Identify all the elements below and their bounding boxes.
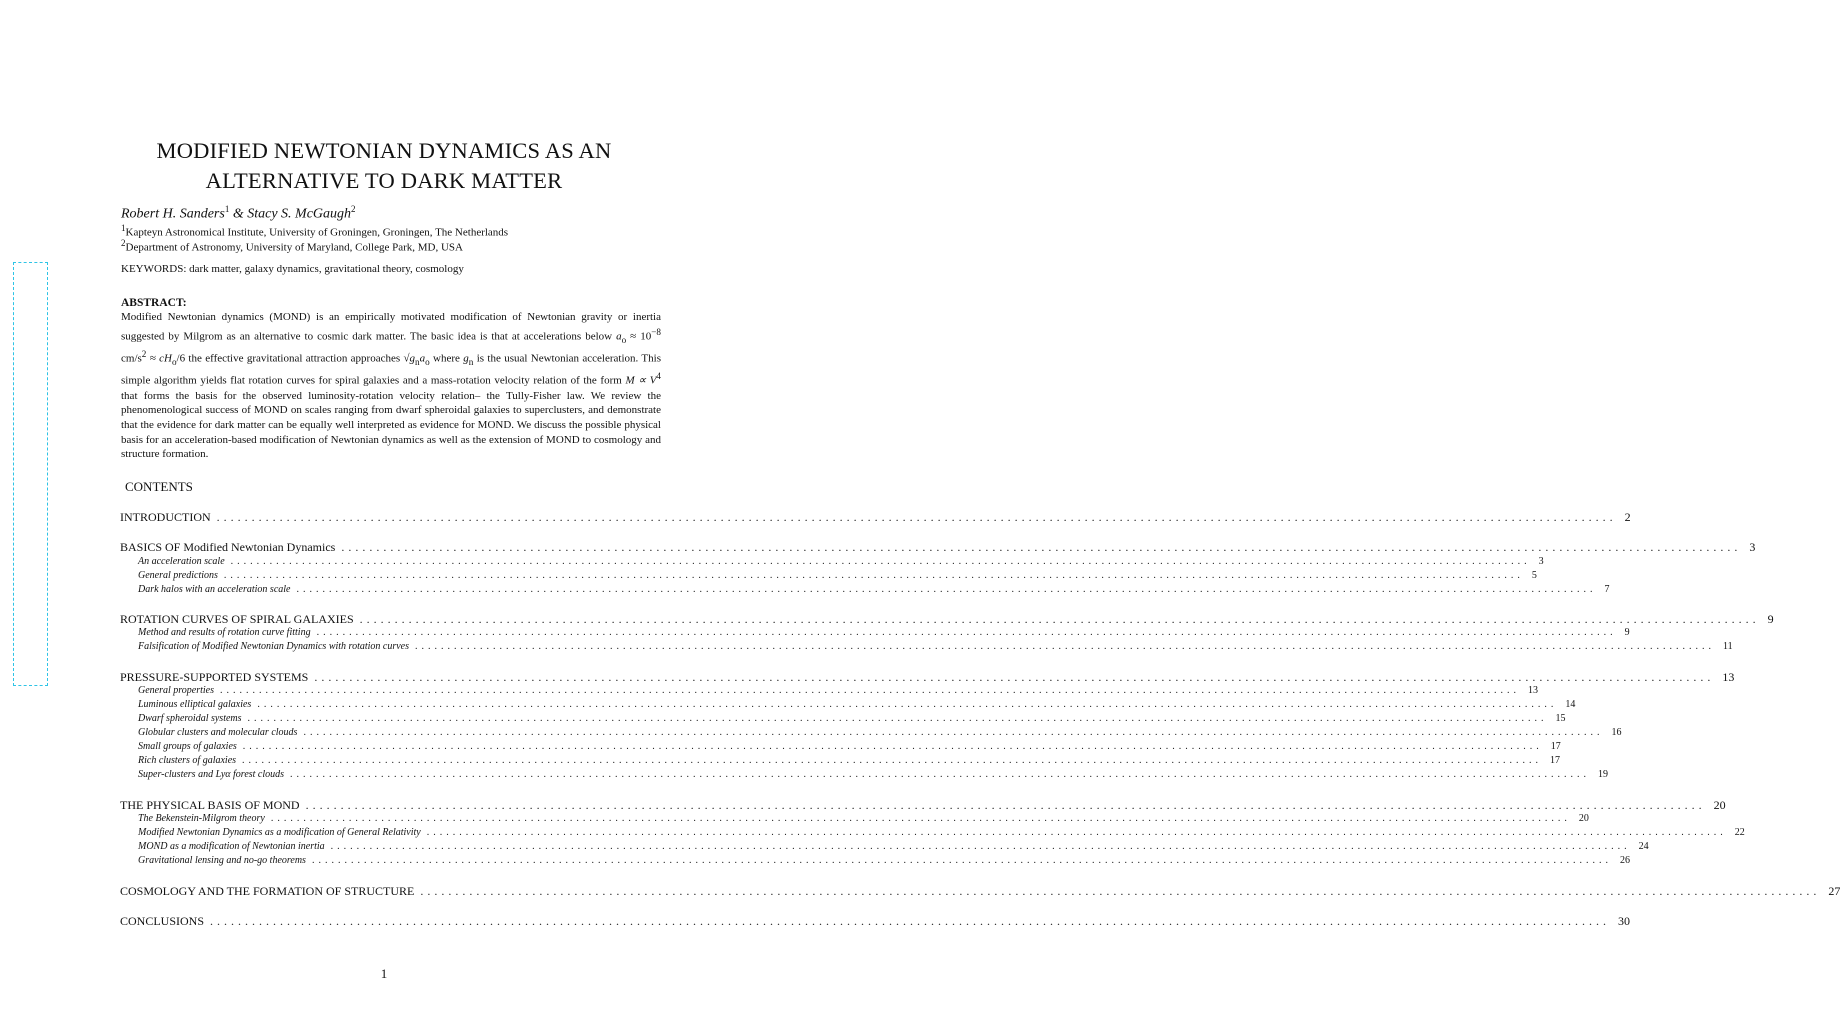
toc-leader: ........................................................................................................................................................................................................ bbox=[270, 813, 1571, 824]
math-sub: o bbox=[425, 356, 430, 367]
toc-label: ROTATION CURVES OF SPIRAL GALAXIES bbox=[120, 612, 354, 626]
toc-page: 13 bbox=[1722, 670, 1735, 684]
paper-title bbox=[0, 136, 768, 196]
toc-page: 27 bbox=[1828, 884, 1840, 898]
toc-label: Globular clusters and molecular clouds bbox=[138, 727, 298, 738]
toc-page: 14 bbox=[1565, 699, 1576, 710]
author-1-mark: 1 bbox=[224, 204, 230, 214]
toc-label: COSMOLOGY AND THE FORMATION OF STRUCTURE bbox=[120, 884, 415, 898]
math-g: g bbox=[463, 352, 469, 365]
toc-leader: ........................................................................................................................................................................................................ bbox=[305, 798, 1706, 812]
toc-entry[interactable] bbox=[120, 884, 1840, 899]
toc-page: 3 bbox=[1749, 540, 1756, 554]
math: cm/s bbox=[121, 352, 142, 365]
toc-label: INTRODUCTION bbox=[120, 510, 211, 524]
author-separator: & bbox=[229, 206, 248, 222]
toc-subentry[interactable] bbox=[138, 841, 1649, 852]
toc-leader: ........................................................................................................................................................................................................ bbox=[290, 769, 1591, 780]
math-sub: o bbox=[171, 356, 177, 367]
toc-leader: ........................................................................................................................................................................................................ bbox=[314, 670, 1715, 684]
toc-entry[interactable] bbox=[120, 914, 1631, 929]
toc-page: 9 bbox=[1624, 627, 1630, 638]
author-2-mark: 2 bbox=[351, 204, 356, 214]
toc-page: 30 bbox=[1618, 914, 1631, 928]
toc-label: General predictions bbox=[138, 570, 218, 581]
toc-leader: ........................................................................................................................................................................................................ bbox=[415, 641, 1715, 652]
toc-label: Small groups of galaxies bbox=[138, 741, 237, 752]
toc-leader: ........................................................................................................................................................................................................ bbox=[220, 685, 1521, 696]
toc-page: 3 bbox=[1538, 556, 1544, 567]
toc-subentry[interactable] bbox=[138, 855, 1630, 866]
math-sup: 2 bbox=[141, 349, 147, 360]
toc-subentry[interactable] bbox=[138, 584, 1610, 595]
toc-label: Gravitational lensing and no-go theorems bbox=[138, 855, 306, 866]
math-sub: n bbox=[415, 356, 420, 367]
math: a bbox=[419, 352, 426, 365]
math-sub: o bbox=[621, 334, 627, 345]
toc-label: Super-clusters and Lyα forest clouds bbox=[138, 769, 285, 780]
toc-leader: ........................................................................................................................................................................................................ bbox=[216, 510, 1617, 524]
toc-subentry[interactable] bbox=[138, 827, 1745, 838]
toc-subentry[interactable] bbox=[138, 570, 1537, 581]
toc-page: 24 bbox=[1638, 841, 1649, 852]
toc-page: 17 bbox=[1550, 741, 1561, 752]
math: ≈ cH bbox=[146, 352, 172, 365]
toc-label: THE PHYSICAL BASIS OF MOND bbox=[120, 798, 300, 812]
toc-page: 5 bbox=[1531, 570, 1537, 581]
abstract-heading: ABSTRACT: bbox=[121, 297, 187, 309]
toc-page: 2 bbox=[1624, 510, 1631, 524]
toc-leader: ........................................................................................................................................................................................................ bbox=[242, 741, 1543, 752]
contents-heading: CONTENTS bbox=[125, 479, 193, 494]
toc-subentry[interactable] bbox=[138, 556, 1544, 567]
affiliation-text: Department of Astronomy, University of Maryland, College Park, MD, USA bbox=[125, 241, 463, 254]
toc-label: MOND as a modification of Newtonian inertia bbox=[138, 841, 325, 852]
affiliation-2 bbox=[121, 238, 463, 254]
toc-page: 20 bbox=[1578, 813, 1589, 824]
affiliation-1 bbox=[121, 223, 508, 239]
math-sub: n bbox=[468, 356, 474, 367]
toc-entry[interactable] bbox=[120, 670, 1735, 685]
toc-page: 13 bbox=[1528, 685, 1539, 696]
toc-label: Luminous elliptical galaxies bbox=[138, 699, 252, 710]
toc-leader: ........................................................................................................................................................................................................ bbox=[426, 827, 1727, 838]
toc-leader: ........................................................................................................................................................................................................ bbox=[420, 884, 1821, 898]
math-sup: 4 bbox=[656, 371, 661, 382]
toc-leader: ........................................................................................................................................................................................................ bbox=[257, 699, 1558, 710]
toc-page: 16 bbox=[1611, 727, 1622, 738]
toc-subentry[interactable] bbox=[138, 769, 1609, 780]
toc-page: 26 bbox=[1619, 855, 1630, 866]
abstract-body bbox=[121, 310, 661, 462]
toc-subentry[interactable] bbox=[138, 699, 1576, 710]
toc-label: BASICS OF Modified Newtonian Dynamics bbox=[120, 540, 336, 554]
authors bbox=[121, 204, 356, 223]
toc-leader: ........................................................................................................................................................................................................ bbox=[316, 627, 1617, 638]
toc-leader: ........................................................................................................................................................................................................ bbox=[330, 841, 1631, 852]
toc-label: The Bekenstein-Milgrom theory bbox=[138, 813, 265, 824]
math-sqrt: √g bbox=[403, 352, 416, 365]
math-a: a bbox=[616, 330, 622, 343]
author-2: Stacy S. McGaugh bbox=[247, 206, 352, 222]
abstract-text: that forms the basis for the observed luminosity-rotation velocity relation– the Tully-Fisher law. We review the phenomenological success of MOND on scales ranging from dwarf spheroidal galaxies to superclusters, and demonstrate that the evidence for dark matter can be equally well interpreted as evidence for MOND. We discuss the possible physical basis for an acceleration-based modification of Newtonian dynamics as well as the extension of MOND to cosmology and structure formation. bbox=[121, 389, 661, 461]
toc-leader: ........................................................................................................................................................................................................ bbox=[242, 755, 1543, 766]
title-line-1: MODIFIED NEWTONIAN DYNAMICS AS AN bbox=[156, 138, 612, 163]
toc-entry[interactable] bbox=[120, 612, 1774, 627]
toc-entry[interactable] bbox=[120, 540, 1756, 555]
toc-subentry[interactable] bbox=[138, 713, 1566, 724]
affiliation-mark: 1 bbox=[121, 223, 126, 233]
toc-label: Dark halos with an acceleration scale bbox=[138, 584, 291, 595]
toc-subentry[interactable] bbox=[138, 685, 1539, 696]
toc-entry[interactable] bbox=[120, 798, 1726, 813]
toc-subentry[interactable] bbox=[138, 641, 1733, 652]
toc-label: An acceleration scale bbox=[138, 556, 225, 567]
affiliation-mark: 2 bbox=[121, 238, 126, 248]
toc-page: 7 bbox=[1604, 584, 1610, 595]
toc-label: PRESSURE-SUPPORTED SYSTEMS bbox=[120, 670, 309, 684]
toc-label: CONCLUSIONS bbox=[120, 914, 205, 928]
toc-leader: ........................................................................................................................................................................................................ bbox=[210, 914, 1611, 928]
abstract-text: where bbox=[429, 352, 464, 365]
toc-entry[interactable] bbox=[120, 510, 1631, 525]
toc-subentry[interactable] bbox=[138, 741, 1561, 752]
toc-label: Rich clusters of galaxies bbox=[138, 755, 237, 766]
toc-page: 11 bbox=[1723, 641, 1733, 652]
toc-leader: ........................................................................................................................................................................................................ bbox=[247, 713, 1548, 724]
title-line-2: ALTERNATIVE TO DARK MATTER bbox=[205, 168, 563, 193]
toc-label: Dwarf spheroidal systems bbox=[138, 713, 242, 724]
math-mv: M ∝ V bbox=[625, 375, 657, 388]
toc-subentry[interactable] bbox=[138, 813, 1589, 824]
toc-subentry[interactable] bbox=[138, 627, 1630, 638]
selection-frame bbox=[13, 262, 48, 686]
toc-leader: ........................................................................................................................................................................................................ bbox=[359, 612, 1760, 626]
toc-label: Falsification of Modified Newtonian Dynamics with rotation curves bbox=[138, 641, 409, 652]
toc-page: 22 bbox=[1734, 827, 1745, 838]
toc-page: 15 bbox=[1555, 713, 1566, 724]
toc-label: Modified Newtonian Dynamics as a modification of General Relativity bbox=[138, 827, 421, 838]
abstract-text: Modified Newtonian dynamics (MOND) is an empirically motivated modification of Newtonian gravity or inertia suggested by Milgrom as an alternative to cosmic dark matter. The basic idea is that at accelerations below bbox=[121, 311, 661, 343]
toc-leader: ........................................................................................................................................................................................................ bbox=[223, 570, 1524, 581]
toc-leader: ........................................................................................................................................................................................................ bbox=[230, 556, 1531, 567]
math-sup: −8 bbox=[651, 326, 661, 337]
abstract-text: is the usual Newtonian acceleration. This simple algorithm yields flat rotation curves for spiral galaxies and a mass-rotation velocity relation of the form bbox=[121, 352, 661, 388]
toc-label: General properties bbox=[138, 685, 215, 696]
toc-leader: ........................................................................................................................................................................................................ bbox=[341, 540, 1742, 554]
toc-label: Method and results of rotation curve fitting bbox=[138, 627, 311, 638]
math: ≈ 10 bbox=[626, 330, 652, 343]
affiliation-text: Kapteyn Astronomical Institute, University of Groningen, Groningen, The Netherlands bbox=[125, 226, 509, 239]
keywords: KEYWORDS: dark matter, galaxy dynamics, gravitational theory, cosmology bbox=[121, 263, 464, 275]
toc-page: 17 bbox=[1550, 755, 1561, 766]
toc-page: 19 bbox=[1598, 769, 1609, 780]
author-1: Robert H. Sanders bbox=[121, 206, 225, 222]
toc-subentry[interactable] bbox=[138, 727, 1622, 738]
abstract-text: /6 the effective gravitational attraction approaches bbox=[176, 352, 404, 365]
toc-subentry[interactable] bbox=[138, 755, 1561, 766]
page-number: 1 bbox=[380, 966, 388, 981]
toc-leader: ........................................................................................................................................................................................................ bbox=[296, 584, 1597, 595]
toc-page: 9 bbox=[1767, 612, 1774, 626]
toc-leader: ........................................................................................................................................................................................................ bbox=[311, 855, 1612, 866]
toc-leader: ........................................................................................................................................................................................................ bbox=[303, 727, 1604, 738]
toc-page: 20 bbox=[1713, 798, 1726, 812]
